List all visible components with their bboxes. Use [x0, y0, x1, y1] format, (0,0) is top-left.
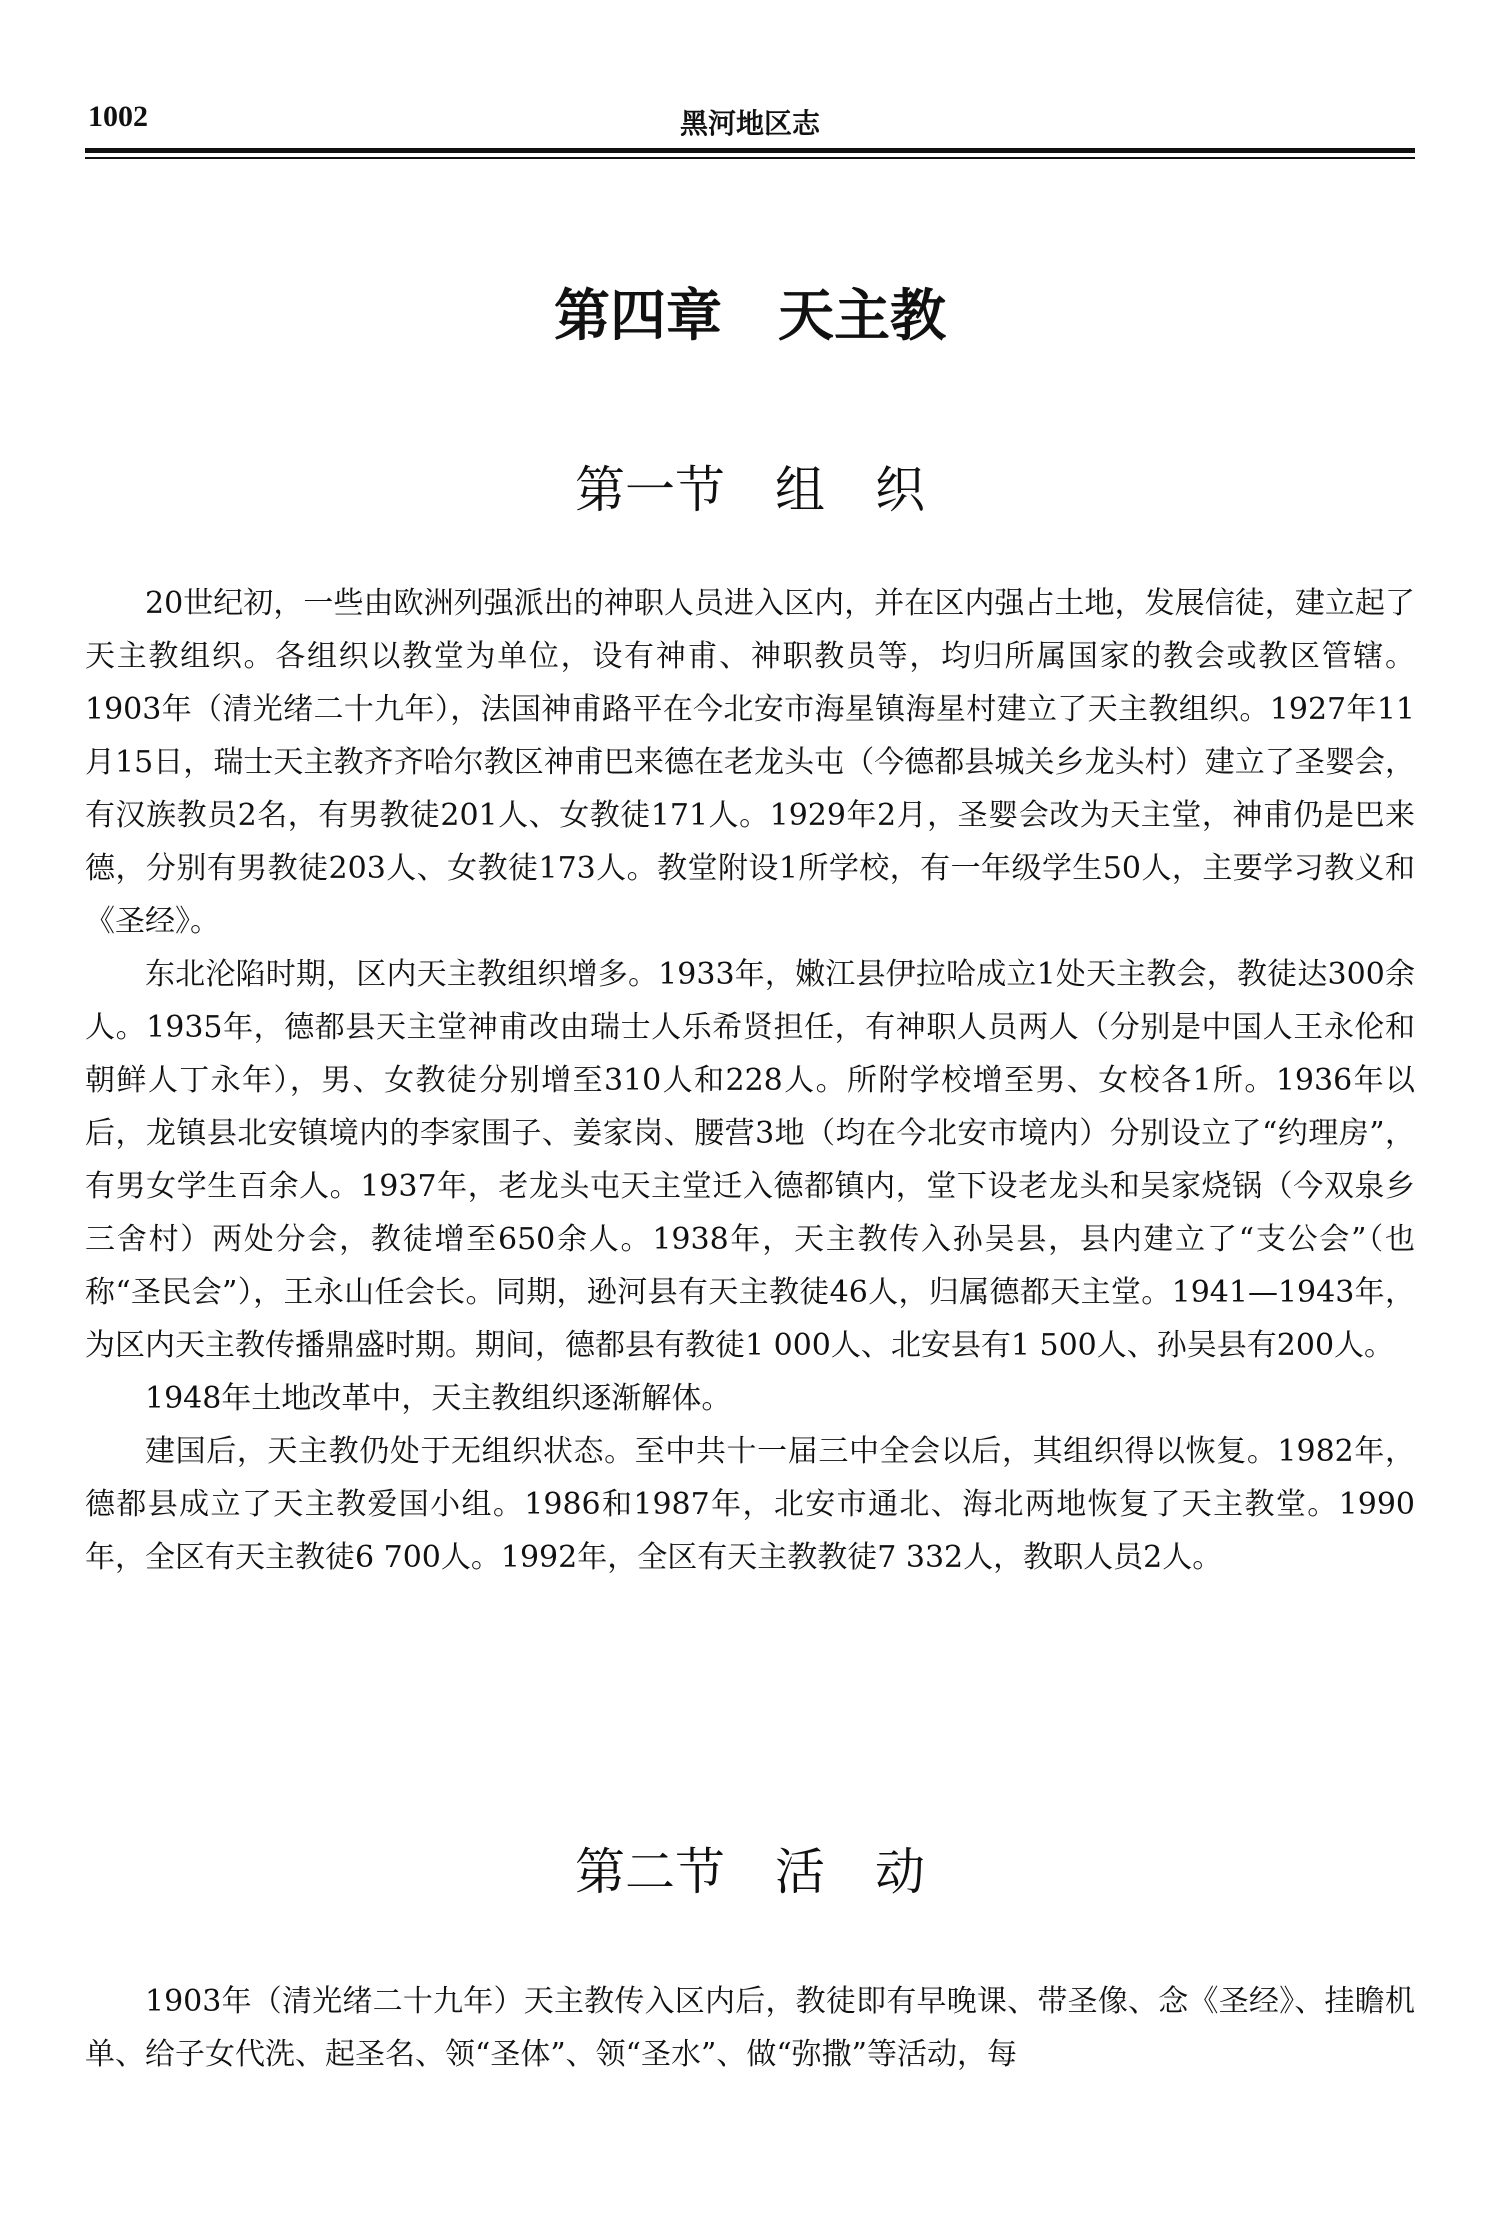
section-activities-body [85, 1975, 1415, 2081]
paragraph: 1903年（清光绪二十九年）天主教传入区内后，教徒即有早晚课、带圣像、念《圣经》、挂瞻机单、给子女代洗、起圣名、领“圣体”、领“圣水”、做“弥撒”等活动，每 [85, 1984, 1415, 2072]
paragraph: 1948年土地改革中，天主教组织逐渐解体。 [145, 1381, 732, 1416]
page-number: 1002 [88, 100, 148, 133]
paragraph: 建国后，天主教仍处于无组织状态。至中共十一届三中全会以后，其组织得以恢复。1982年，德都县成立了天主教爱国小组。1986和1987年，北安市通北、海北两地恢复了天主教堂。1990年，全区有天主教徒6 700人。1992年，全区有天主教教徒7 332人，教职人员2人。 [85, 1434, 1415, 1575]
section-title-organization: 第一节 组 织 [575, 461, 925, 519]
paragraph: 20世纪初，一些由欧洲列强派出的神职人员进入区内，并在区内强占土地，发展信徒，建立起了天主教组织。各组织以教堂为单位，设有神甫、神职教员等，均归所属国家的教会或教区管辖。1903年（清光绪二十九年），法国神甫路平在今北安市海星镇海星村建立了天主教组织。1927年11月15日，瑞士天主教齐齐哈尔教区神甫巴来德在老龙头屯（今德都县城关乡龙头村）建立了圣婴会，有汉族教员2名，有男教徒201人、女教徒171人。1929年2月，圣婴会改为天主堂，神甫仍是巴来德，分别有男教徒203人、女教徒173人。教堂附设1所学校，有一年级学生50人，主要学习教义和《圣经》。 [85, 586, 1415, 939]
section-organization-body [85, 577, 1415, 1584]
chapter-title: 第四章 天主教 [554, 284, 946, 349]
header-rule-thin [85, 157, 1415, 159]
running-title: 黑河地区志 [679, 107, 820, 140]
paragraph: 东北沦陷时期，区内天主教组织增多。1933年，嫩江县伊拉哈成立1处天主教会，教徒达300余人。1935年，德都县天主堂神甫改由瑞士人乐希贤担任，有神职人员两人（分别是中国人王永伦和朝鲜人丁永年），男、女教徒分别增至310人和228人。所附学校增至男、女校各1所。1936年以后，龙镇县北安镇境内的李家围子、姜家岗、腰营3地（均在今北安市境内）分别设立了“约理房”，有男女学生百余人。1937年，老龙头屯天主堂迁入德都镇内，堂下设老龙头和吴家烧锅（今双泉乡三舍村）两处分会，教徒增至650余人。1938年，天主教传入孙吴县，县内建立了“支公会”（也称“圣民会”），王永山任会长。同期，逊河县有天主教徒46人，归属德都天主堂。1941—1943年，为区内天主教传播鼎盛时期。期间，德都县有教徒1 000人、北安县有1 500人、孙吴县有200人。 [85, 957, 1415, 1363]
header-rule-thick [85, 148, 1415, 153]
section-title-activities: 第二节 活 动 [575, 1843, 925, 1901]
